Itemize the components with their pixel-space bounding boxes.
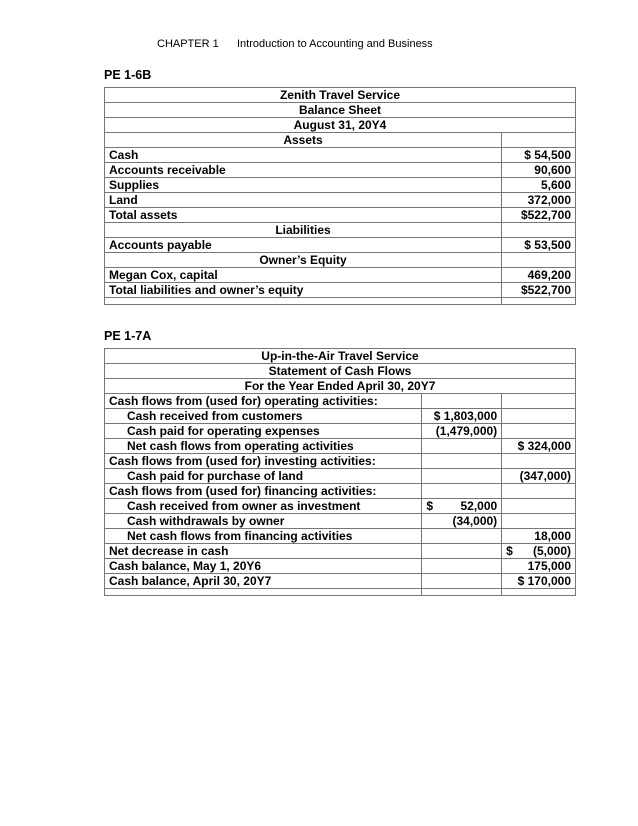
row-value: 469,200 — [502, 268, 576, 283]
row-label: Megan Cox, capital — [105, 268, 502, 283]
investing-heading: Cash flows from (used for) investing activities: — [105, 454, 422, 469]
row-value: 175,000 — [502, 559, 576, 574]
table-row — [105, 163, 576, 178]
row-label: Cash paid for operating expenses — [105, 424, 422, 439]
table-row — [105, 268, 576, 283]
row-value: $ 54,500 — [502, 148, 576, 163]
exercise-label-pe16b: PE 1-6B — [104, 68, 152, 82]
page-header — [157, 38, 433, 50]
row-label: Cash received from owner as investment — [105, 499, 422, 514]
table-row — [105, 559, 576, 574]
balance-sheet-table — [104, 87, 576, 305]
row-label: Cash balance, May 1, 20Y6 — [105, 559, 422, 574]
row-value: (1,479,000) — [422, 424, 502, 439]
chapter-label: CHAPTER 1 — [157, 38, 219, 50]
table-row — [105, 469, 576, 484]
row-value: $ 1,803,000 — [422, 409, 502, 424]
table-row — [105, 499, 576, 514]
row-label: Cash — [105, 148, 502, 163]
row-value: $522,700 — [502, 208, 576, 223]
row-value: 90,600 — [502, 163, 576, 178]
row-label: Net cash flows from financing activities — [105, 529, 422, 544]
row-label: Cash withdrawals by owner — [105, 514, 422, 529]
row-value: (34,000) — [422, 514, 502, 529]
dollar-sign: $ — [426, 499, 433, 513]
row-value: $522,700 — [502, 283, 576, 298]
row-label: Cash balance, April 30, 20Y7 — [105, 574, 422, 589]
row-label: Total assets — [105, 208, 502, 223]
row-label: Net cash flows from operating activities — [105, 439, 422, 454]
table-row — [105, 409, 576, 424]
liabilities-heading: Liabilities — [105, 223, 502, 238]
row-label: Supplies — [105, 178, 502, 193]
table-row — [105, 148, 576, 163]
row-value: 18,000 — [502, 529, 576, 544]
table-row — [105, 544, 576, 559]
row-label: Total liabilities and owner’s equity — [105, 283, 502, 298]
row-label: Cash paid for purchase of land — [105, 469, 422, 484]
table-row — [105, 283, 576, 298]
table-row — [105, 574, 576, 589]
table-row — [105, 439, 576, 454]
table-row — [105, 238, 576, 253]
row-value: (347,000) — [502, 469, 576, 484]
dollar-sign: $ — [506, 544, 513, 558]
table-row — [105, 529, 576, 544]
statement-name: Statement of Cash Flows — [105, 364, 576, 379]
row-label: Cash received from customers — [105, 409, 422, 424]
row-value: $ 324,000 — [502, 439, 576, 454]
table-row — [105, 178, 576, 193]
row-value: 5,600 — [502, 178, 576, 193]
financing-heading: Cash flows from (used for) financing activities: — [105, 484, 422, 499]
assets-heading: Assets — [105, 133, 502, 148]
table-row — [105, 424, 576, 439]
row-value: 372,000 — [502, 193, 576, 208]
company-name: Zenith Travel Service — [105, 88, 576, 103]
row-label: Net decrease in cash — [105, 544, 422, 559]
row-value: $ 170,000 — [502, 574, 576, 589]
table-row — [105, 514, 576, 529]
equity-heading: Owner’s Equity — [105, 253, 502, 268]
statement-period: For the Year Ended April 30, 20Y7 — [105, 379, 576, 394]
operating-heading: Cash flows from (used for) operating activities: — [105, 394, 422, 409]
cash-flow-table — [104, 348, 576, 596]
row-label: Accounts payable — [105, 238, 502, 253]
company-name: Up-in-the-Air Travel Service — [105, 349, 576, 364]
statement-name: Balance Sheet — [105, 103, 576, 118]
row-value: $ 53,500 — [502, 238, 576, 253]
table-row — [105, 208, 576, 223]
statement-date: August 31, 20Y4 — [105, 118, 576, 133]
table-row — [105, 193, 576, 208]
row-value: (5,000) — [532, 544, 571, 558]
row-value: 52,000 — [460, 499, 498, 513]
row-label: Land — [105, 193, 502, 208]
chapter-title: Introduction to Accounting and Business — [237, 38, 433, 50]
row-label: Accounts receivable — [105, 163, 502, 178]
exercise-label-pe17a: PE 1-7A — [104, 329, 152, 343]
